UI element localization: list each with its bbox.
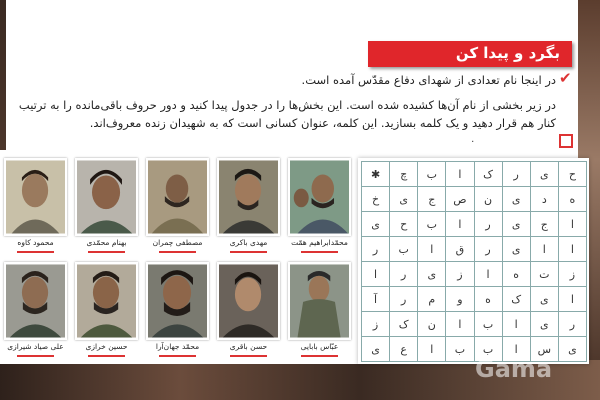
martyr-card [75,158,138,256]
grid-cell[interactable]: ی [530,287,558,312]
martyr-card [4,262,67,360]
martyr-name: مهدی باکری [229,238,268,247]
grid-cell[interactable]: ه [474,287,502,312]
grid-cell[interactable]: ب [474,337,502,362]
checkmark-icon: ✔ [559,69,572,87]
martyr-name: مصطفی چمران [152,238,203,247]
grid-row [362,212,587,237]
grid-cell[interactable]: ز [362,312,390,337]
instruction-line-1: در اینجا نام تعدادی از شهدای دفاع مقدّس آمده است. [301,73,556,87]
grid-row [362,237,587,262]
instruction-line-2: در زیر بخشی از نام آن‌ها کشیده شده است. این بخش‌ها را در جدول پیدا کنید و دور حروف باقی‌مانده را به ترتیب [18,98,556,112]
grid-cell[interactable]: ح [390,212,418,237]
portrait-photo [217,158,280,236]
martyr-name: محمّدابراهیم همّت [291,238,348,247]
grid-cell[interactable]: ر [362,237,390,262]
title-banner [368,41,572,67]
grid-cell[interactable]: ر [390,262,418,287]
grid-row [362,287,587,312]
grid-cell[interactable]: ی [502,237,530,262]
grid-row [362,162,587,187]
grid-cell[interactable]: ا [446,312,474,337]
grid-cell[interactable]: ب [418,162,446,187]
grid-cell[interactable]: ک [390,312,418,337]
grid-cell[interactable]: ص [446,187,474,212]
square-bullet-icon [559,134,573,148]
grid-cell[interactable]: ا [558,287,586,312]
grid-cell[interactable]: ج [530,212,558,237]
grid-cell[interactable]: ا [446,212,474,237]
grid-cell[interactable]: ح [558,162,586,187]
martyr-name: حسین خرازی [85,342,128,351]
grid-cell[interactable]: ی [530,312,558,337]
grid-cell[interactable]: ب [446,337,474,362]
grid-cell[interactable]: و [446,287,474,312]
grid-cell[interactable]: ی [418,262,446,287]
grid-cell[interactable]: ه [558,187,586,212]
martyr-card [75,262,138,360]
grid-cell[interactable]: ا [530,237,558,262]
name-underline [230,251,267,253]
grid-cell[interactable]: ی [502,212,530,237]
name-underline [159,355,196,357]
grid-cell[interactable]: ✱ [362,162,390,187]
martyr-name: محمود کاوه [17,238,54,247]
martyr-card [217,158,280,256]
portrait-photo [75,262,138,340]
grid-cell[interactable]: ا [502,337,530,362]
martyr-card [288,262,351,360]
martyr-card [288,158,351,256]
grid-cell[interactable]: ب [418,212,446,237]
grid-cell[interactable]: ز [446,262,474,287]
martyr-name: عبّاس بابایی [300,342,339,351]
name-underline [88,251,125,253]
grid-cell[interactable]: ز [558,262,586,287]
page-title: بگرد و پیدا کن [455,44,560,62]
grid-cell[interactable]: ر [558,312,586,337]
martyr-photos [0,150,358,364]
martyr-card [4,158,67,256]
name-underline [301,251,338,253]
martyr-card [146,158,209,256]
martyr-name: محمّد جهان‌آرا [155,342,200,351]
grid-cell[interactable]: ر [474,212,502,237]
grid-cell[interactable]: ا [558,212,586,237]
name-underline [88,355,125,357]
martyr-name: بهنام محمّدی [86,238,127,247]
martyr-name: علی صیاد شیرازی [7,342,64,351]
grid-cell[interactable]: ب [390,237,418,262]
name-underline [17,355,54,357]
letter-table [361,161,587,362]
grid-cell[interactable]: س [530,337,558,362]
name-underline [301,355,338,357]
grid-cell[interactable]: ا [474,262,502,287]
grid-cell[interactable]: د [530,187,558,212]
grid-cell[interactable]: ن [474,187,502,212]
grid-cell[interactable]: ی [558,337,586,362]
grid-cell[interactable]: ر [390,287,418,312]
grid-cell[interactable]: چ [390,162,418,187]
grid-cell[interactable]: ب [474,312,502,337]
grid-cell[interactable]: ا [362,262,390,287]
name-underline [17,251,54,253]
grid-cell[interactable]: ق [446,237,474,262]
grid-cell[interactable]: ر [474,237,502,262]
portrait-photo [4,158,67,236]
portrait-photo [288,158,351,236]
grid-row [362,262,587,287]
grid-cell[interactable]: م [418,287,446,312]
grid-cell[interactable]: ی [362,212,390,237]
martyr-card [217,262,280,360]
portrait-photo [75,158,138,236]
grid-cell[interactable]: ی [530,162,558,187]
grid-cell[interactable]: ک [474,162,502,187]
grid-cell[interactable]: خ [362,187,390,212]
grid-cell[interactable]: ت [530,262,558,287]
portrait-photo [146,158,209,236]
portrait-photo [4,262,67,340]
grid-cell[interactable]: ک [502,287,530,312]
grid-cell[interactable]: ه [502,262,530,287]
martyr-card [146,262,209,360]
grid-cell[interactable]: ا [502,312,530,337]
grid-cell[interactable]: ع [390,337,418,362]
dot-icon: ۰ [470,136,476,147]
grid-cell[interactable]: آ [362,287,390,312]
grid-row [362,187,587,212]
grid-cell[interactable]: ا [418,237,446,262]
grid-cell[interactable]: ا [446,162,474,187]
portrait-photo [288,262,351,340]
watermark-logo: Gama [475,355,553,383]
grid-cell[interactable]: ن [418,312,446,337]
name-underline [230,355,267,357]
portrait-photo [217,262,280,340]
word-search-grid [358,158,589,364]
grid-cell[interactable]: ج [418,187,446,212]
grid-cell[interactable]: ی [362,337,390,362]
name-underline [159,251,196,253]
martyr-name: حسن باقری [229,342,268,351]
grid-cell[interactable]: ا [558,237,586,262]
grid-cell[interactable]: ی [390,187,418,212]
grid-row [362,312,587,337]
grid-cell[interactable]: ی [502,187,530,212]
portrait-photo [146,262,209,340]
grid-cell[interactable]: ر [502,162,530,187]
grid-cell[interactable]: ا [418,337,446,362]
instruction-line-3: کنار هم قرار دهید و یک کلمه بسازید. این کلمه، عنوان کسانی است که به شهیدان زنده معروف‌اند. [89,116,556,130]
